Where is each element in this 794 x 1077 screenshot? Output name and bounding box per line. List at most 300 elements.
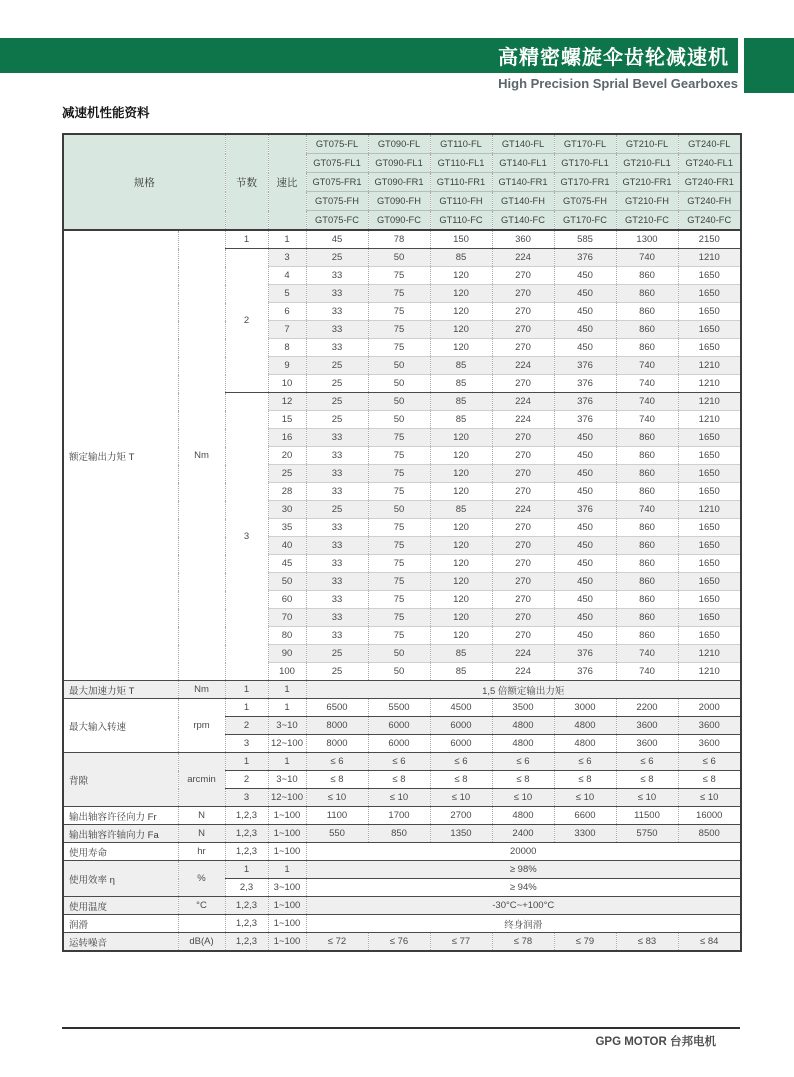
ratio-cell: 40: [268, 537, 306, 555]
model-header-cell: GT210-FC: [616, 211, 678, 231]
model-header-cell: GT140-FL: [492, 134, 554, 154]
value-cell: 1210: [678, 411, 741, 429]
ratio-cell: 12~100: [268, 735, 306, 753]
value-cell: 50: [368, 645, 430, 663]
value-cell: 45: [306, 230, 368, 249]
value-cell: 224: [492, 645, 554, 663]
model-header-cell: GT090-FH: [368, 192, 430, 211]
value-cell: 860: [616, 519, 678, 537]
value-cell: 450: [554, 555, 616, 573]
value-cell: 376: [554, 411, 616, 429]
table-row: [63, 807, 741, 825]
value-cell: 450: [554, 573, 616, 591]
value-cell: 4800: [492, 735, 554, 753]
value-cell: 16000: [678, 807, 741, 825]
model-header-cell: GT075-FR1: [306, 173, 368, 192]
spec-label-cell: 使用效率 η: [63, 861, 178, 897]
value-cell: 50: [368, 501, 430, 519]
ratio-cell: 70: [268, 609, 306, 627]
spec-label-cell: 背隙: [63, 753, 178, 807]
unit-cell: dB(A): [178, 933, 225, 952]
value-cell: 1650: [678, 591, 741, 609]
table-row: [63, 897, 741, 915]
ratio-cell: 1~100: [268, 843, 306, 861]
value-cell: ≤ 10: [368, 789, 430, 807]
value-cell: ≤ 10: [678, 789, 741, 807]
value-cell: ≤ 8: [554, 771, 616, 789]
section-title: 减速机性能资料: [62, 106, 150, 120]
value-cell: 270: [492, 465, 554, 483]
value-cell: 270: [492, 537, 554, 555]
ratio-cell: 50: [268, 573, 306, 591]
value-cell: 120: [430, 555, 492, 573]
value-cell: 740: [616, 249, 678, 267]
ratio-cell: 5: [268, 285, 306, 303]
unit-cell: Nm: [178, 230, 225, 681]
value-cell: 6500: [306, 699, 368, 717]
stages-cell: 1,2,3: [225, 897, 268, 915]
value-cell: 860: [616, 285, 678, 303]
value-cell: ≤ 79: [554, 933, 616, 952]
value-cell: 224: [492, 393, 554, 411]
value-cell: 860: [616, 537, 678, 555]
ratio-cell: 4: [268, 267, 306, 285]
spec-label-cell: 最大输入转速: [63, 699, 178, 753]
stages-cell: 1: [225, 861, 268, 879]
value-cell: 33: [306, 609, 368, 627]
value-cell: 3000: [554, 699, 616, 717]
span-value-cell: ≥ 98%: [306, 861, 741, 879]
value-cell: 8000: [306, 717, 368, 735]
ratio-cell: 20: [268, 447, 306, 465]
value-cell: 150: [430, 230, 492, 249]
value-cell: 860: [616, 609, 678, 627]
header-banner: [0, 38, 738, 73]
value-cell: 1210: [678, 357, 741, 375]
value-cell: 1650: [678, 465, 741, 483]
unit-cell: rpm: [178, 699, 225, 753]
value-cell: 120: [430, 465, 492, 483]
value-cell: 85: [430, 645, 492, 663]
model-header-cell: GT210-FL1: [616, 154, 678, 173]
stages-cell: 1,2,3: [225, 915, 268, 933]
ratio-cell: 1: [268, 681, 306, 699]
header-accent-square: [744, 38, 794, 93]
model-header-cell: GT170-FL: [554, 134, 616, 154]
model-header-cell: GT110-FL: [430, 134, 492, 154]
ratio-cell: 45: [268, 555, 306, 573]
value-cell: 4800: [492, 807, 554, 825]
value-cell: ≤ 10: [492, 789, 554, 807]
ratio-cell: 60: [268, 591, 306, 609]
value-cell: 376: [554, 393, 616, 411]
value-cell: 585: [554, 230, 616, 249]
value-cell: ≤ 84: [678, 933, 741, 952]
value-cell: 450: [554, 609, 616, 627]
value-cell: 33: [306, 285, 368, 303]
value-cell: 450: [554, 447, 616, 465]
model-header-cell: GT090-FC: [368, 211, 430, 231]
span-value-cell: 1,5 倍额定输出力矩: [306, 681, 741, 699]
value-cell: 1650: [678, 555, 741, 573]
value-cell: 550: [306, 825, 368, 843]
ratio-cell: 1: [268, 699, 306, 717]
value-cell: 1100: [306, 807, 368, 825]
model-header-cell: GT075-FH: [554, 192, 616, 211]
value-cell: 33: [306, 519, 368, 537]
table-row: [63, 699, 741, 717]
value-cell: 860: [616, 303, 678, 321]
ratio-cell: 1~100: [268, 897, 306, 915]
unit-cell: arcmin: [178, 753, 225, 807]
value-cell: 25: [306, 357, 368, 375]
value-cell: 120: [430, 537, 492, 555]
value-cell: 120: [430, 339, 492, 357]
value-cell: 6000: [430, 717, 492, 735]
value-cell: 740: [616, 663, 678, 681]
value-cell: 2150: [678, 230, 741, 249]
ratio-cell: 12: [268, 393, 306, 411]
value-cell: 5500: [368, 699, 430, 717]
value-cell: 3600: [678, 735, 741, 753]
value-cell: 120: [430, 591, 492, 609]
value-cell: 120: [430, 429, 492, 447]
value-cell: 6000: [430, 735, 492, 753]
value-cell: 50: [368, 249, 430, 267]
value-cell: 1650: [678, 303, 741, 321]
value-cell: ≤ 76: [368, 933, 430, 952]
ratio-cell: 3: [268, 249, 306, 267]
stages-cell: 1,2,3: [225, 843, 268, 861]
value-cell: 270: [492, 483, 554, 501]
unit-cell: [178, 915, 225, 933]
table-row: [63, 753, 741, 771]
value-cell: 740: [616, 645, 678, 663]
stages-cell: 3: [225, 393, 268, 681]
table-row: [63, 915, 741, 933]
value-cell: 1650: [678, 609, 741, 627]
model-header-cell: GT240-FL: [678, 134, 741, 154]
model-header-cell: GT210-FH: [616, 192, 678, 211]
spec-label-cell: 润滑: [63, 915, 178, 933]
stages-cell: 1: [225, 753, 268, 771]
value-cell: 3300: [554, 825, 616, 843]
unit-cell: °C: [178, 897, 225, 915]
value-cell: 270: [492, 267, 554, 285]
spec-header-cell: 规格: [63, 134, 225, 230]
value-cell: ≤ 8: [492, 771, 554, 789]
value-cell: 270: [492, 321, 554, 339]
value-cell: 120: [430, 573, 492, 591]
model-header-cell: GT170-FR1: [554, 173, 616, 192]
value-cell: 360: [492, 230, 554, 249]
value-cell: 75: [368, 555, 430, 573]
value-cell: 25: [306, 645, 368, 663]
value-cell: 3500: [492, 699, 554, 717]
value-cell: 33: [306, 321, 368, 339]
value-cell: 270: [492, 591, 554, 609]
ratio-cell: 100: [268, 663, 306, 681]
value-cell: 860: [616, 339, 678, 357]
ratio-cell: 15: [268, 411, 306, 429]
value-cell: 120: [430, 303, 492, 321]
value-cell: 1650: [678, 573, 741, 591]
value-cell: 85: [430, 411, 492, 429]
value-cell: 25: [306, 393, 368, 411]
stages-cell: 2: [225, 771, 268, 789]
value-cell: ≤ 8: [368, 771, 430, 789]
value-cell: 270: [492, 375, 554, 393]
value-cell: 860: [616, 483, 678, 501]
value-cell: 75: [368, 519, 430, 537]
value-cell: 50: [368, 375, 430, 393]
ratio-cell: 6: [268, 303, 306, 321]
value-cell: 270: [492, 555, 554, 573]
ratio-cell: 28: [268, 483, 306, 501]
unit-cell: Nm: [178, 681, 225, 699]
table-row: [63, 861, 741, 879]
value-cell: 33: [306, 573, 368, 591]
value-cell: 50: [368, 393, 430, 411]
value-cell: 85: [430, 357, 492, 375]
model-header-cell: GT075-FL1: [306, 154, 368, 173]
spec-label-cell: 使用温度: [63, 897, 178, 915]
table-row: [63, 230, 741, 249]
span-value-cell: ≥ 94%: [306, 879, 741, 897]
value-cell: 75: [368, 537, 430, 555]
stages-cell: 2,3: [225, 879, 268, 897]
value-cell: 120: [430, 519, 492, 537]
ratio-cell: 12~100: [268, 789, 306, 807]
value-cell: 1650: [678, 627, 741, 645]
model-header-cell: GT090-FR1: [368, 173, 430, 192]
value-cell: 33: [306, 555, 368, 573]
value-cell: 2700: [430, 807, 492, 825]
value-cell: ≤ 8: [616, 771, 678, 789]
value-cell: 33: [306, 627, 368, 645]
stages-cell: 3: [225, 789, 268, 807]
value-cell: 3600: [678, 717, 741, 735]
value-cell: 270: [492, 339, 554, 357]
model-header-cell: GT240-FC: [678, 211, 741, 231]
stages-cell: 2: [225, 717, 268, 735]
value-cell: 450: [554, 321, 616, 339]
value-cell: 120: [430, 447, 492, 465]
value-cell: 33: [306, 267, 368, 285]
ratio-cell: 1~100: [268, 807, 306, 825]
ratio-cell: 1~100: [268, 915, 306, 933]
value-cell: 25: [306, 501, 368, 519]
value-cell: 120: [430, 321, 492, 339]
value-cell: 270: [492, 447, 554, 465]
value-cell: 1210: [678, 645, 741, 663]
table-row: [63, 825, 741, 843]
model-header-cell: GT170-FL1: [554, 154, 616, 173]
value-cell: 376: [554, 375, 616, 393]
value-cell: 1650: [678, 285, 741, 303]
model-header-cell: GT075-FL: [306, 134, 368, 154]
value-cell: 1210: [678, 375, 741, 393]
value-cell: ≤ 10: [554, 789, 616, 807]
stages-cell: 1,2,3: [225, 807, 268, 825]
value-cell: 376: [554, 357, 616, 375]
value-cell: 1210: [678, 663, 741, 681]
value-cell: 75: [368, 573, 430, 591]
unit-cell: %: [178, 861, 225, 897]
value-cell: 50: [368, 411, 430, 429]
value-cell: 450: [554, 339, 616, 357]
spec-label-cell: 输出轴容许径向力 Fr: [63, 807, 178, 825]
ratio-cell: 7: [268, 321, 306, 339]
value-cell: 740: [616, 357, 678, 375]
stages-cell: 2: [225, 249, 268, 393]
value-cell: 1350: [430, 825, 492, 843]
value-cell: 6000: [368, 735, 430, 753]
stages-cell: 3: [225, 735, 268, 753]
value-cell: 450: [554, 429, 616, 447]
value-cell: ≤ 8: [430, 771, 492, 789]
ratio-cell: 9: [268, 357, 306, 375]
value-cell: 85: [430, 501, 492, 519]
value-cell: 850: [368, 825, 430, 843]
spec-label-cell: 输出轴容许轴向力 Fa: [63, 825, 178, 843]
value-cell: 33: [306, 447, 368, 465]
value-cell: 50: [368, 663, 430, 681]
value-cell: 860: [616, 447, 678, 465]
value-cell: 1650: [678, 267, 741, 285]
value-cell: ≤ 6: [492, 753, 554, 771]
value-cell: 33: [306, 465, 368, 483]
performance-spec-table: [62, 133, 742, 952]
value-cell: ≤ 10: [306, 789, 368, 807]
value-cell: ≤ 6: [430, 753, 492, 771]
value-cell: 1650: [678, 321, 741, 339]
value-cell: 270: [492, 285, 554, 303]
span-value-cell: 终身润滑: [306, 915, 741, 933]
ratio-cell: 90: [268, 645, 306, 663]
ratio-cell: 16: [268, 429, 306, 447]
value-cell: 3600: [616, 735, 678, 753]
span-value-cell: 20000: [306, 843, 741, 861]
ratio-cell: 35: [268, 519, 306, 537]
ratio-cell: 3~100: [268, 879, 306, 897]
value-cell: 740: [616, 393, 678, 411]
value-cell: 376: [554, 501, 616, 519]
value-cell: 25: [306, 375, 368, 393]
model-header-cell: GT140-FR1: [492, 173, 554, 192]
spec-label-cell: 最大加速力矩 T: [63, 681, 178, 699]
value-cell: 2400: [492, 825, 554, 843]
value-cell: ≤ 6: [616, 753, 678, 771]
value-cell: 4800: [554, 735, 616, 753]
value-cell: 78: [368, 230, 430, 249]
value-cell: 224: [492, 357, 554, 375]
value-cell: 860: [616, 267, 678, 285]
value-cell: 270: [492, 519, 554, 537]
value-cell: 75: [368, 483, 430, 501]
value-cell: 4800: [554, 717, 616, 735]
model-header-cell: GT170-FC: [554, 211, 616, 231]
value-cell: 860: [616, 465, 678, 483]
table-row: [63, 933, 741, 952]
value-cell: 25: [306, 663, 368, 681]
value-cell: 120: [430, 285, 492, 303]
model-header-cell: GT240-FL1: [678, 154, 741, 173]
stages-cell: 1,2,3: [225, 933, 268, 952]
value-cell: 224: [492, 663, 554, 681]
value-cell: 450: [554, 591, 616, 609]
ratio-cell: 1: [268, 753, 306, 771]
value-cell: 33: [306, 303, 368, 321]
span-value-cell: -30°C~+100°C: [306, 897, 741, 915]
value-cell: 75: [368, 447, 430, 465]
value-cell: 740: [616, 501, 678, 519]
value-cell: 85: [430, 393, 492, 411]
model-header-cell: GT075-FC: [306, 211, 368, 231]
value-cell: 75: [368, 591, 430, 609]
value-cell: 33: [306, 339, 368, 357]
value-cell: 75: [368, 303, 430, 321]
value-cell: 860: [616, 321, 678, 339]
footer-brand: GPG MOTOR 台邦电机: [595, 1036, 716, 1048]
value-cell: 450: [554, 465, 616, 483]
value-cell: 270: [492, 303, 554, 321]
value-cell: 1300: [616, 230, 678, 249]
value-cell: ≤ 6: [368, 753, 430, 771]
ratio-cell: 10: [268, 375, 306, 393]
model-header-cell: GT210-FR1: [616, 173, 678, 192]
model-header-cell: GT090-FL: [368, 134, 430, 154]
model-header-cell: GT110-FC: [430, 211, 492, 231]
value-cell: 8000: [306, 735, 368, 753]
unit-cell: N: [178, 825, 225, 843]
value-cell: 4800: [492, 717, 554, 735]
value-cell: 1210: [678, 501, 741, 519]
footer-divider: [62, 1027, 740, 1029]
spec-label-cell: 额定输出力矩 T: [63, 230, 178, 681]
value-cell: ≤ 72: [306, 933, 368, 952]
ratio-cell: 8: [268, 339, 306, 357]
unit-cell: hr: [178, 843, 225, 861]
value-cell: 25: [306, 411, 368, 429]
value-cell: 11500: [616, 807, 678, 825]
value-cell: 1210: [678, 249, 741, 267]
value-cell: 1650: [678, 483, 741, 501]
model-header-cell: GT240-FH: [678, 192, 741, 211]
value-cell: ≤ 10: [616, 789, 678, 807]
value-cell: 75: [368, 429, 430, 447]
value-cell: 33: [306, 591, 368, 609]
header-subtitle: High Precision Sprial Bevel Gearboxes: [498, 76, 738, 91]
model-header-cell: GT090-FL1: [368, 154, 430, 173]
table-row: [63, 843, 741, 861]
value-cell: 860: [616, 627, 678, 645]
value-cell: 85: [430, 663, 492, 681]
model-header-cell: GT240-FR1: [678, 173, 741, 192]
value-cell: 33: [306, 429, 368, 447]
value-cell: ≤ 78: [492, 933, 554, 952]
table-row: [63, 681, 741, 699]
model-header-cell: GT140-FL1: [492, 154, 554, 173]
value-cell: 270: [492, 573, 554, 591]
value-cell: 450: [554, 537, 616, 555]
stages-cell: 1: [225, 230, 268, 249]
value-cell: 25: [306, 249, 368, 267]
value-cell: 740: [616, 375, 678, 393]
value-cell: 5750: [616, 825, 678, 843]
value-cell: 740: [616, 411, 678, 429]
ratio-cell: 30: [268, 501, 306, 519]
